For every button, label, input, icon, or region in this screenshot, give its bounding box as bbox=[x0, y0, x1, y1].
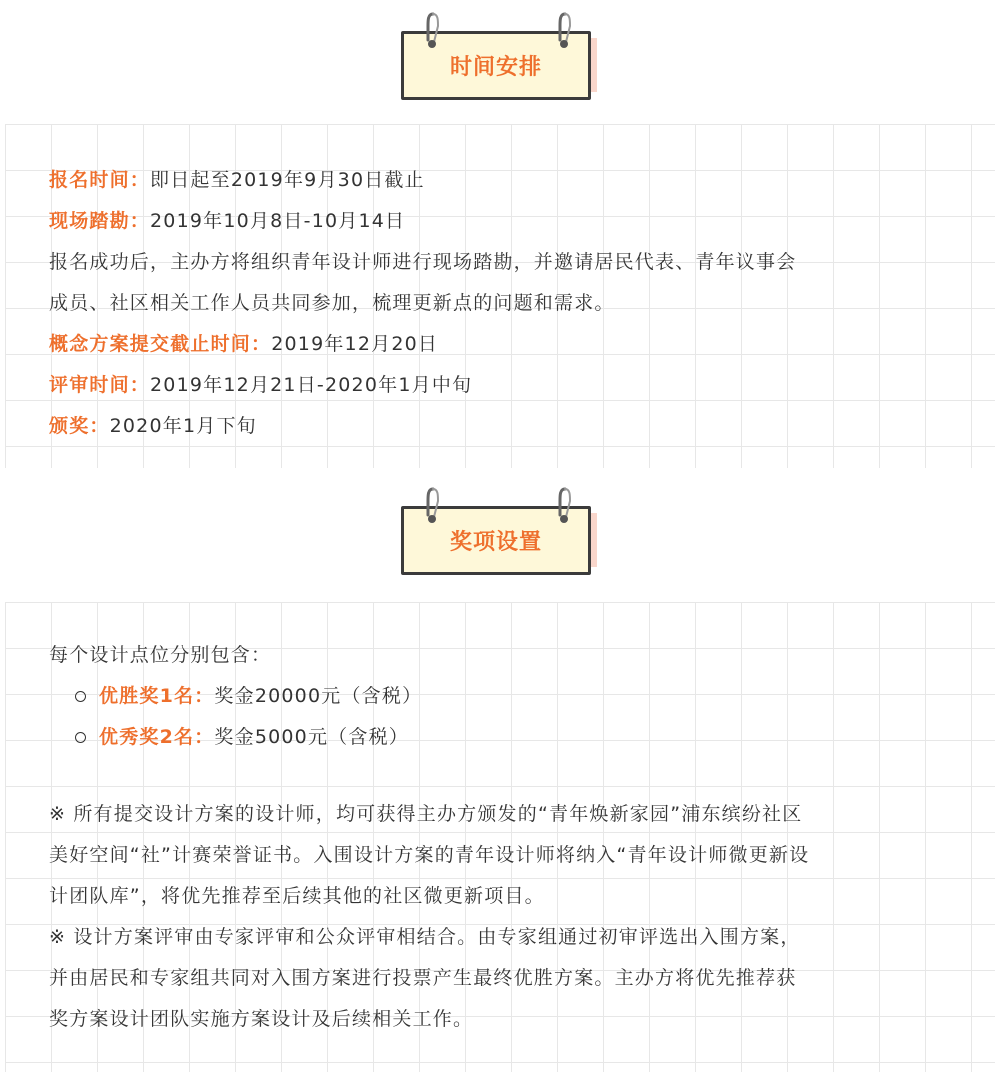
schedule-panel bbox=[5, 124, 995, 468]
award-value: 奖金20000元（含税） bbox=[214, 685, 423, 707]
schedule-row-review bbox=[49, 365, 472, 405]
note-line: 并由居民和专家组共同对入围方案进行投票产生最终优胜方案。主办方将优先推荐获 bbox=[49, 967, 797, 989]
row-label: 评审时间： bbox=[49, 374, 151, 396]
awards-intro: 每个设计点位分别包含： bbox=[49, 644, 272, 666]
award-item-second bbox=[99, 717, 409, 757]
schedule-row-site-visit bbox=[49, 201, 405, 241]
row-label: 报名时间： bbox=[49, 169, 151, 191]
row-label: 颁奖： bbox=[49, 415, 110, 437]
note-line: ※ 所有提交设计方案的设计师，均可获得主办方颁发的“青年焕新家园”浦东缤纷社区 bbox=[49, 803, 803, 825]
paragraph-line: 成员、社区相关工作人员共同参加，梳理更新点的问题和需求。 bbox=[49, 292, 615, 314]
schedule-row-award-ceremony bbox=[49, 406, 257, 446]
binder-ring-icon bbox=[557, 12, 573, 50]
binder-ring-icon bbox=[425, 12, 441, 50]
binder-ring-icon bbox=[557, 487, 573, 525]
row-value: 2020年1月下旬 bbox=[109, 415, 257, 437]
section-title: 奖项设置 bbox=[449, 530, 542, 555]
note-line: 奖方案设计团队实施方案设计及后续相关工作。 bbox=[49, 1008, 474, 1030]
award-value: 奖金5000元（含税） bbox=[214, 726, 409, 748]
row-value: 2019年10月8日-10月14日 bbox=[150, 210, 406, 232]
row-value: 2019年12月20日 bbox=[271, 333, 439, 355]
award-label: 优胜奖1名： bbox=[99, 685, 215, 707]
note-line: 美好空间“社”计赛荣誉证书。入围设计方案的青年设计师将纳入“青年设计师微更新设 bbox=[49, 844, 810, 866]
awards-panel bbox=[5, 602, 995, 1072]
row-label: 现场踏勘： bbox=[49, 210, 151, 232]
row-label: 概念方案提交截止时间： bbox=[49, 333, 272, 355]
note-line: ※ 设计方案评审由专家评审和公众评审相结合。由专家组通过初审评选出入围方案， bbox=[49, 926, 801, 948]
bullet-circle-icon bbox=[75, 732, 86, 743]
schedule-row-concept-deadline bbox=[49, 324, 438, 364]
section-title-card-schedule bbox=[401, 12, 596, 92]
row-value: 即日起至2019年9月30日截止 bbox=[150, 169, 425, 191]
bullet-circle-icon bbox=[75, 691, 86, 702]
row-value: 2019年12月21日-2020年1月中旬 bbox=[150, 374, 473, 396]
binder-ring-icon bbox=[425, 487, 441, 525]
award-label: 优秀奖2名： bbox=[99, 726, 215, 748]
section-title-card-awards bbox=[401, 487, 596, 567]
award-item-first bbox=[99, 676, 422, 716]
paragraph-line: 报名成功后，主办方将组织青年设计师进行现场踏勘，并邀请居民代表、青年议事会 bbox=[49, 251, 797, 273]
schedule-row-registration bbox=[49, 160, 425, 200]
section-title: 时间安排 bbox=[449, 55, 542, 80]
note-line: 计团队库”，将优先推荐至后续其他的社区微更新项目。 bbox=[49, 885, 545, 907]
